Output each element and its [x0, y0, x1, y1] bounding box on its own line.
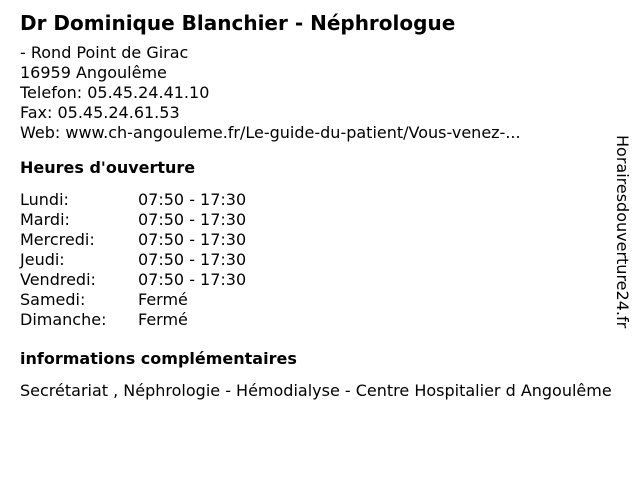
day-label: Mercredi:: [20, 230, 95, 249]
hours-table: [20, 190, 246, 330]
day-label: Vendredi:: [20, 270, 96, 289]
time-value: Fermé: [138, 290, 188, 309]
hours-row: [20, 290, 246, 310]
day-label: Lundi:: [20, 190, 69, 209]
hours-row: [20, 230, 246, 250]
time-value: 07:50 - 17:30: [138, 250, 247, 269]
phone-line: Telefon: 05.45.24.41.10: [20, 83, 210, 102]
web-line: Web: www.ch-angouleme.fr/Le-guide-du-patient/Vous-venez-...: [20, 123, 521, 142]
day-label: Samedi:: [20, 290, 86, 309]
fax-line: Fax: 05.45.24.61.53: [20, 103, 180, 122]
time-value: 07:50 - 17:30: [138, 270, 247, 289]
time-value: 07:50 - 17:30: [138, 210, 247, 229]
day-label: Jeudi:: [20, 250, 65, 269]
hours-row: [20, 210, 246, 230]
time-value: 07:50 - 17:30: [138, 230, 247, 249]
city-line: 16959 Angoulême: [20, 63, 167, 82]
hours-row: [20, 190, 246, 210]
day-label: Mardi:: [20, 210, 70, 229]
page-title: Dr Dominique Blanchier - Néphrologue: [20, 11, 456, 35]
time-value: Fermé: [138, 310, 188, 329]
site-watermark: Horairesdouverture24.fr: [613, 135, 632, 329]
info-text: Secrétariat , Néphrologie - Hémodialyse - Centre Hospitalier d Angoulême: [20, 381, 612, 400]
hours-heading: Heures d'ouverture: [20, 158, 196, 177]
address-block: [20, 43, 605, 143]
day-label: Dimanche:: [20, 310, 107, 329]
time-value: 07:50 - 17:30: [138, 190, 247, 209]
info-heading: informations complémentaires: [20, 349, 297, 368]
hours-row: [20, 310, 246, 330]
hours-row: [20, 270, 246, 290]
listing-container: [20, 9, 612, 401]
street-line: - Rond Point de Girac: [20, 43, 189, 62]
hours-row: [20, 250, 246, 270]
